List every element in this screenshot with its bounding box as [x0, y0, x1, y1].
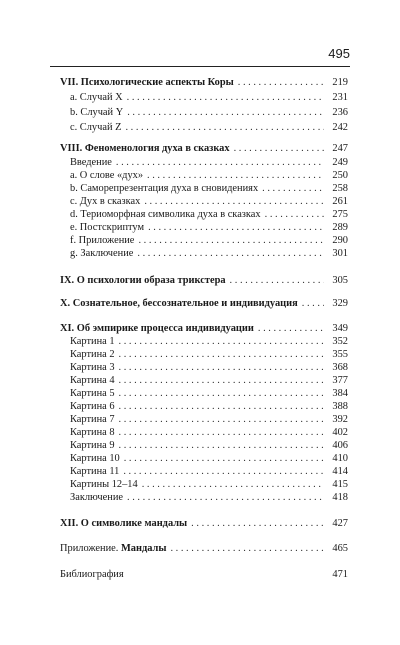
toc-leader [191, 518, 324, 530]
toc-page: 406 [332, 440, 348, 451]
toc-entry[interactable] [60, 209, 348, 221]
toc-title: Картина 1 [70, 336, 115, 347]
toc-title: Картина 6 [70, 401, 115, 412]
toc-title: Картина 5 [70, 388, 115, 399]
toc-page: 329 [332, 298, 348, 309]
toc-page: 275 [332, 209, 348, 220]
toc-leader [137, 248, 324, 260]
toc-page: 427 [332, 518, 348, 529]
toc-page: 247 [332, 143, 348, 154]
toc-entry[interactable] [60, 388, 348, 400]
toc-leader [258, 323, 324, 335]
toc-title: Библиография [60, 569, 124, 580]
toc-title: Картина 7 [70, 414, 115, 425]
toc-chapter-viii[interactable] [60, 143, 348, 155]
toc-entry[interactable] [60, 479, 348, 491]
toc-appendix[interactable] [60, 543, 348, 555]
toc-entry[interactable] [60, 375, 348, 387]
toc-title: c. Случай Z [70, 122, 122, 133]
toc-chapter-x[interactable] [60, 298, 348, 310]
toc-leader [116, 157, 324, 169]
toc-title: c. Дух в сказках [70, 196, 141, 207]
toc-leader [119, 427, 324, 439]
header-rule [50, 66, 350, 67]
toc-title: Картины 12–14 [70, 479, 138, 490]
toc-leader [119, 414, 324, 426]
toc-entry[interactable] [60, 492, 348, 504]
toc-entry[interactable] [60, 401, 348, 413]
toc-leader [265, 209, 324, 221]
toc-leader [138, 235, 324, 247]
toc-title: b. Саморепрезентация духа в сновидениях [70, 183, 259, 194]
toc-leader [147, 170, 324, 182]
toc-page: 301 [332, 248, 348, 259]
toc-leader [302, 298, 324, 310]
toc-entry[interactable] [60, 349, 348, 361]
toc-title: d. Териоморфная символика духа в сказках [70, 209, 261, 220]
toc-page: 258 [332, 183, 348, 194]
toc-page: 410 [332, 453, 348, 464]
toc-page: 368 [332, 362, 348, 373]
toc-leader [234, 143, 324, 155]
toc-leader [142, 479, 324, 491]
toc-page: 290 [332, 235, 348, 246]
toc-appendix-prefix: Приложение. [60, 543, 119, 554]
toc-page: 289 [332, 222, 348, 233]
toc-leader [119, 336, 324, 348]
toc-page: 242 [332, 122, 348, 133]
toc-title: a. Случай X [70, 92, 123, 103]
toc-leader [238, 77, 324, 89]
toc-title: Картина 4 [70, 375, 115, 386]
toc-title: XI. Об эмпирике процесса индивидуации [60, 323, 254, 334]
toc-title: IX. О психологии образа трикстера [60, 275, 226, 286]
toc-page: 349 [332, 323, 348, 334]
toc-title: Картина 8 [70, 427, 115, 438]
toc-entry[interactable] [60, 183, 348, 195]
page-number: 495 [328, 46, 350, 61]
toc-title: g. Заключение [70, 248, 134, 259]
toc-page: 231 [332, 92, 348, 103]
toc-leader [123, 466, 324, 478]
toc-title: VIII. Феноменология духа в сказках [60, 143, 230, 154]
toc-page: 471 [332, 569, 348, 580]
toc-entry[interactable] [60, 107, 348, 119]
toc-leader [127, 92, 324, 104]
toc-leader [127, 107, 324, 119]
toc-leader [127, 492, 324, 504]
toc-title: Картина 3 [70, 362, 115, 373]
toc-page: 236 [332, 107, 348, 118]
toc-leader [230, 275, 324, 287]
toc-entry[interactable] [60, 453, 348, 465]
toc-title: Картина 2 [70, 349, 115, 360]
toc-page: 377 [332, 375, 348, 386]
toc-leader [119, 388, 324, 400]
toc-page: 352 [332, 336, 348, 347]
toc-title: f. Приложение [70, 235, 135, 246]
toc-entry[interactable] [60, 222, 348, 234]
toc-page: 219 [332, 77, 348, 88]
toc-appendix-title: Мандалы [120, 543, 167, 554]
toc-entry[interactable] [60, 427, 348, 439]
toc-leader [119, 349, 324, 361]
toc-leader [148, 222, 324, 234]
toc-title: Картина 10 [70, 453, 120, 464]
toc-page: 250 [332, 170, 348, 181]
toc-title: e. Постскриптум [70, 222, 145, 233]
toc-leader [144, 196, 324, 208]
toc-page: 388 [332, 401, 348, 412]
toc-leader [124, 453, 324, 465]
toc-title: a. О слове «дух» [70, 170, 144, 181]
toc-entry[interactable] [60, 414, 348, 426]
toc-title: b. Случай Y [70, 107, 124, 118]
toc-chapter-vii[interactable] [60, 77, 348, 89]
toc-page: 384 [332, 388, 348, 399]
toc-title: Заключение [70, 492, 123, 503]
toc-entry[interactable] [60, 362, 348, 374]
toc-entry[interactable] [60, 235, 348, 247]
toc-page: 261 [332, 196, 348, 207]
toc-page: 305 [332, 275, 348, 286]
toc-title [60, 543, 166, 555]
toc-leader [170, 543, 324, 555]
toc-chapter-xii[interactable] [60, 518, 348, 530]
toc-bibliography[interactable] [60, 569, 348, 581]
toc-page: 418 [332, 492, 348, 503]
toc-entry[interactable] [60, 157, 348, 169]
toc-page: 249 [332, 157, 348, 168]
toc-chapter-xi[interactable] [60, 323, 348, 335]
toc-entry[interactable] [60, 170, 348, 182]
toc-leader [119, 375, 324, 387]
toc-title: XII. О символике мандалы [60, 518, 188, 529]
toc-title: VII. Психологические аспекты Коры [60, 77, 234, 88]
toc-entry[interactable] [60, 196, 348, 208]
toc-entry[interactable] [60, 466, 348, 478]
toc-page: 465 [332, 543, 348, 554]
toc-page: 415 [332, 479, 348, 490]
toc-entry[interactable] [60, 248, 348, 260]
toc-leader [119, 401, 324, 413]
toc-page: 414 [332, 466, 348, 477]
toc-entry[interactable] [60, 336, 348, 348]
toc-entry[interactable] [60, 440, 348, 452]
toc-title: Введение [70, 157, 112, 168]
toc-page: 392 [332, 414, 348, 425]
toc-leader [119, 362, 324, 374]
toc-leader [119, 440, 324, 452]
toc-leader [262, 183, 324, 195]
toc-title: X. Сознательное, бессознательное и индивидуация [60, 298, 298, 309]
toc-leader [125, 122, 324, 134]
toc-page: 402 [332, 427, 348, 438]
toc-page: 355 [332, 349, 348, 360]
toc-title: Картина 11 [70, 466, 120, 477]
toc-title: Картина 9 [70, 440, 115, 451]
toc-chapter-ix[interactable] [60, 275, 348, 287]
toc-entry[interactable] [60, 92, 348, 104]
toc-entry[interactable] [60, 122, 348, 134]
